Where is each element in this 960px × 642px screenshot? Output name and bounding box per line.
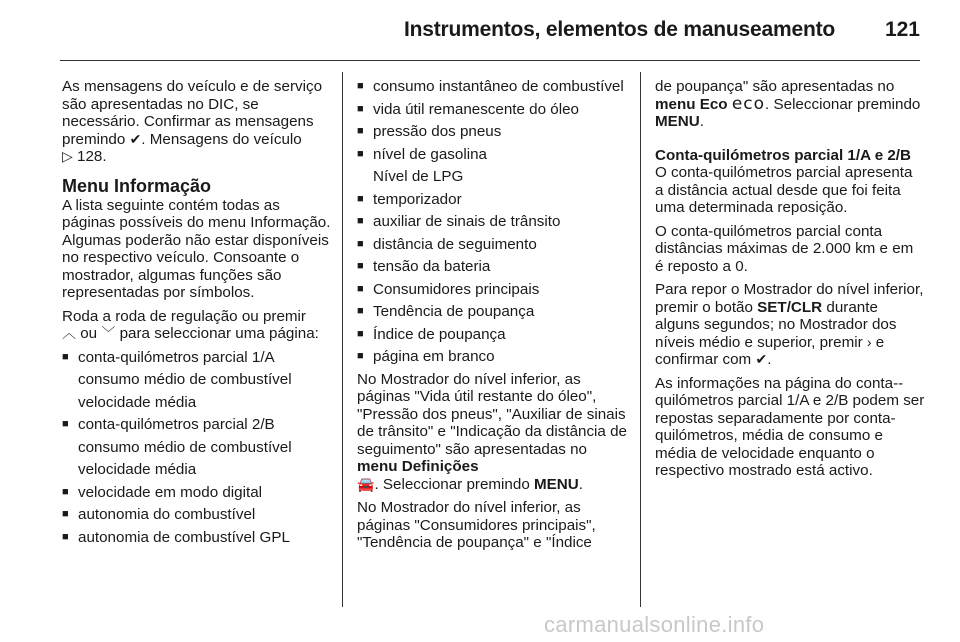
chevron-right-icon: › [866,333,872,350]
page-header [0,0,960,62]
column-2 [357,78,627,558]
column-divider [640,72,641,607]
paragraph-info-list: A lista seguinte contém todas as páginas possíveis do menu Informação. Algumas poderão não estar disponíveis no respectivo veículo. Consoante o mostrador, algumas funções são representadas por símbolos. [62,196,331,301]
paragraph-trip-max: O conta-quilómetros parcial conta distâncias máximas de 2.000 km e em é reposto a 0. [655,222,914,275]
list-item: ■ Índice de poupança [357,326,627,344]
list-item: ■ conta-quilómetros parcial 1/A [62,349,332,367]
menu-definicoes-label: menu Definições [357,458,479,475]
check-icon: ✔ [755,351,768,367]
menu-key-label: MENU [655,113,700,130]
paragraph-trip-info-reset: As informações na página do conta--quilómetros parcial 1/A e 2/B podem ser repostas separadamente por conta-quilómetros, média de consumo e média de velocidade enquanto o respectivo mostrado está activo. [655,374,925,479]
paragraph-eco-menu: de poupança" são apresentadas no menu Eco eco. Seleccionar premindo MENU. [655,78,921,130]
list-item-subs: consumo médio de combustível velocidade média [78,371,292,411]
watermark: carmanualsonline.info [544,612,765,637]
list-item: ■ autonomia de combustível GPL [62,529,332,547]
column-1 [62,78,332,551]
paragraph-eco-pages: No Mostrador do nível inferior, as páginas "Consumidores principais", "Tendência de poupança" e "Índice [357,499,596,551]
list-item: ■ página em branco [357,348,627,366]
heading-menu-informacao: Menu Informação [62,175,212,196]
list-item: ■ velocidade em modo digital [62,484,332,502]
list-item: ■ vida útil remanescente do óleo [357,101,627,119]
list-item-subs: Nível de LPG [373,168,464,185]
set-clr-key-label: SET/CLR [757,298,823,316]
list-item: ■ autonomia do combustível [62,506,332,524]
paragraph-settings-menu: No Mostrador do nível inferior, as páginas "Vida útil restante do óleo", "Pressão dos pneus", "Auxiliar de sinais de trânsito" e "Indicação da distância de seguimento" são apresentadas no menu Definições 🚘. Seleccionar premindo MENU. [357,370,627,493]
check-icon: ✔ [129,130,142,147]
info-page-list-1 [62,349,332,547]
list-item-subs: consumo médio de combustível velocidade média [78,438,292,478]
chevron-up-icon: ︿ [62,325,76,341]
page-reference[interactable]: 128. [77,148,107,165]
chevron-down-icon: ﹀ [101,325,116,341]
paragraph-select-page: Roda a roda de regulação ou premir ︿ ou ﹀ para seleccionar uma página: [62,307,319,342]
paragraph-trip-reset: Para repor o Mostrador do nível inferior, premir o botão SET/CLR durante alguns segundos; no Mostrador dos níveis médio e superior, premir › e confirmar com ✔. [655,281,924,368]
column-3 [655,78,925,486]
list-item: ■ tensão da bateria [357,258,627,276]
car-icon: 🚘 [357,475,375,492]
header-divider [60,60,920,61]
list-item: ■ consumo instantâneo de combustível [357,78,627,96]
list-item: ■ pressão dos pneus [357,123,627,141]
list-item: ■ conta-quilómetros parcial 2/B [62,416,332,434]
intro-paragraph: As mensagens do veículo e de serviço são apresentadas no DIC, se necessário. Confirmar as mensagens premindo ✔. Mensagens do veículo ▷ 128. [62,78,323,165]
list-item: ■ Tendência de poupança [357,303,627,321]
eco-icon: eco [731,93,766,114]
page-reference-arrow-icon: ▷ [62,148,73,164]
list-item: ■ nível de gasolina [357,146,627,164]
info-page-list-2 [357,78,627,366]
page-number: 121 [884,18,920,41]
list-item: ■ auxiliar de sinais de trânsito [357,213,627,231]
list-item: ■ temporizador [357,191,627,209]
menu-key-label: MENU [534,475,579,493]
column-divider [342,72,343,607]
paragraph-trip-desc: O conta-quilómetros parcial apresenta a distância actual desde que foi feita uma determinada reposição. [655,164,913,216]
section-title: Instrumentos, elementos de manuseamento [404,18,835,41]
list-item: ■ Consumidores principais [357,281,627,299]
list-item: ■ distância de seguimento [357,236,627,254]
heading-trip-odometer: Conta-quilómetros parcial 1/A e 2/B [655,146,911,164]
menu-eco-label: menu Eco [655,95,728,113]
